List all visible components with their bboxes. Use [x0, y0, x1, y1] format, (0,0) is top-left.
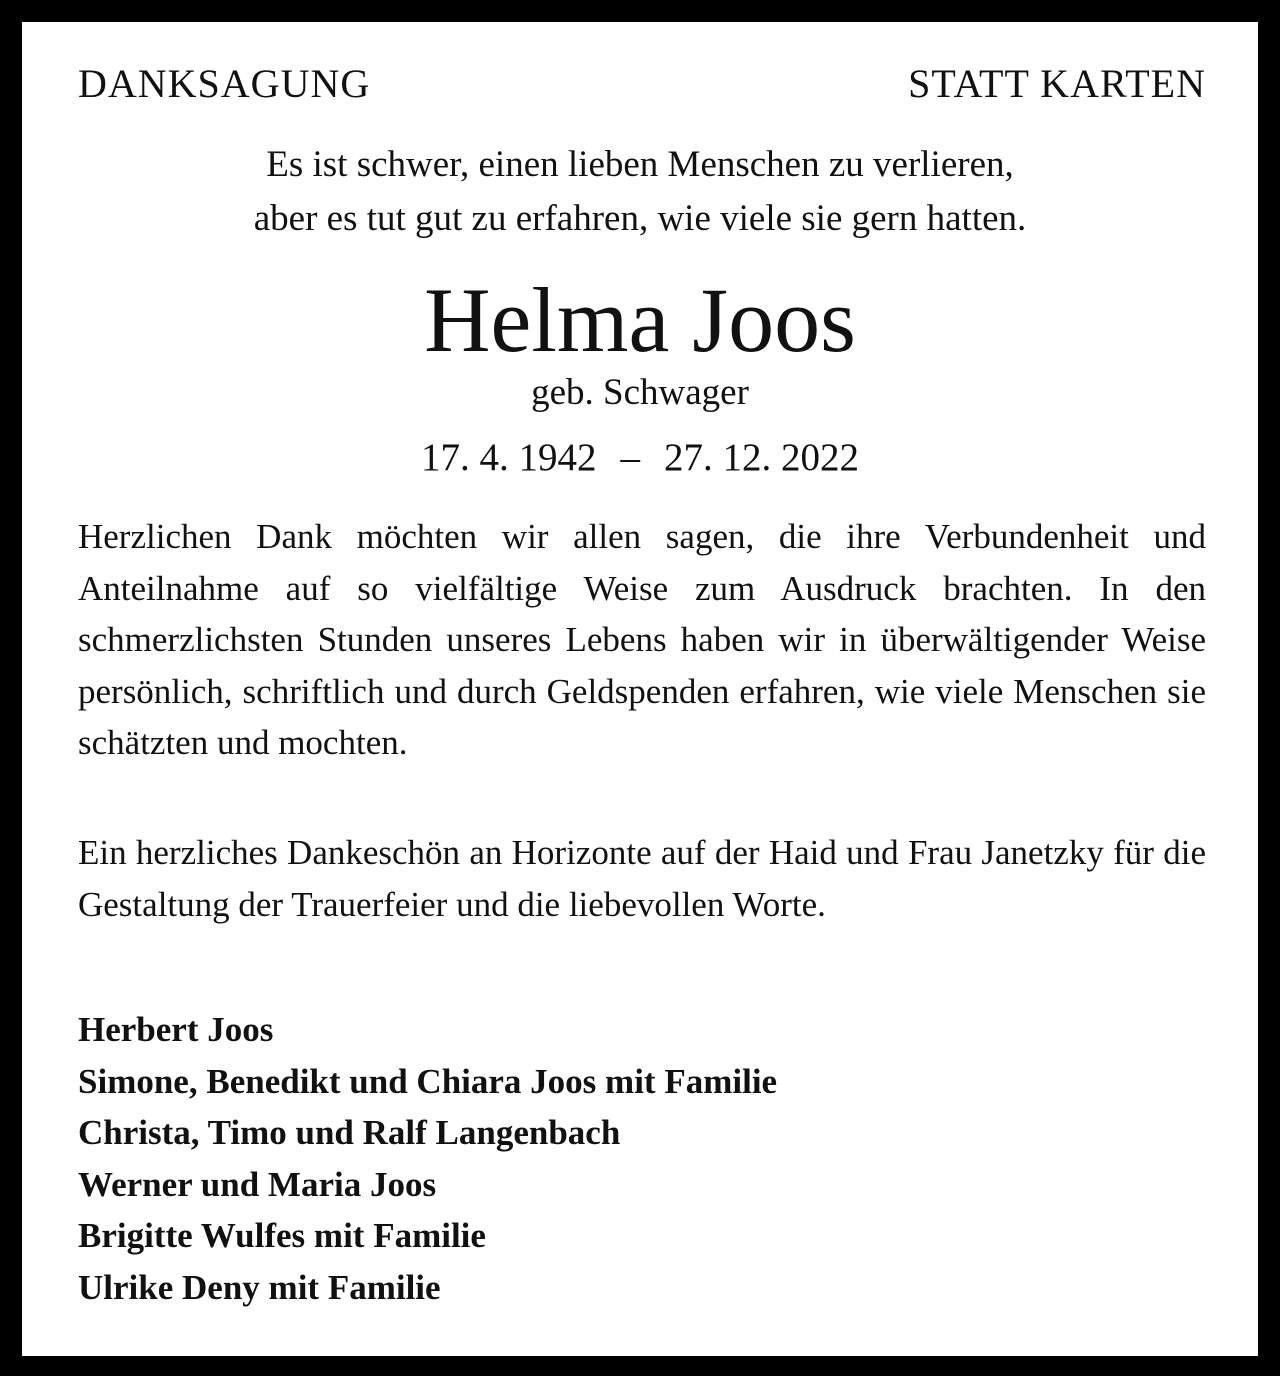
maiden-name: geb. Schwager [531, 372, 749, 413]
thanks-paragraph-2: Ein herzliches Dankeschön an Horizonte auf der Haid und Frau Janetzky für die Gestaltung der Trauerfeier und die liebevollen Worte. [78, 833, 1206, 924]
deceased-name: Helma Joos [424, 269, 856, 371]
signer-item: Christa, Timo und Ralf Langenbach [78, 1113, 621, 1152]
death-date: 27. 12. 2022 [664, 436, 859, 479]
signer-item: Herbert Joos [78, 1010, 274, 1049]
signer-item: Werner und Maria Joos [78, 1164, 437, 1204]
signer-item: Brigitte Wulfes mit Familie [78, 1216, 486, 1255]
signer-item: Ulrike Deny mit Familie [78, 1267, 441, 1307]
motto-line-2: aber es tut gut zu erfahren, wie viele sie gern hatten. [253, 198, 1027, 239]
header-instead-of-cards-label: STATT KARTEN [908, 61, 1206, 106]
thanks-paragraph-1: Herzlichen Dank möchten wir allen sagen, die ihre Verbundenheit und Anteilnahme auf so vielfältige Weise zum Ausdruck brachten. In den schmerzlichsten Stunden unseres Lebens haben wir in überwältigender Weise persönlich, schriftlich und durch Geldspenden erfahren, wie viele Menschen sie schätzten und mochten. [78, 517, 1206, 762]
signers-list [78, 1004, 1206, 1313]
motto-line-1: Es ist schwer, einen lieben Menschen zu verlieren, [266, 144, 1014, 185]
obituary-card [22, 22, 1258, 1356]
header-thanks-label: DANKSAGUNG [78, 61, 371, 106]
motto-quote [22, 138, 1258, 246]
date-separator: – [620, 436, 640, 479]
life-dates [22, 438, 1258, 477]
birth-date: 17. 4. 1942 [421, 436, 597, 479]
signer-item: Simone, Benedikt und Chiara Joos mit Familie [78, 1061, 778, 1101]
